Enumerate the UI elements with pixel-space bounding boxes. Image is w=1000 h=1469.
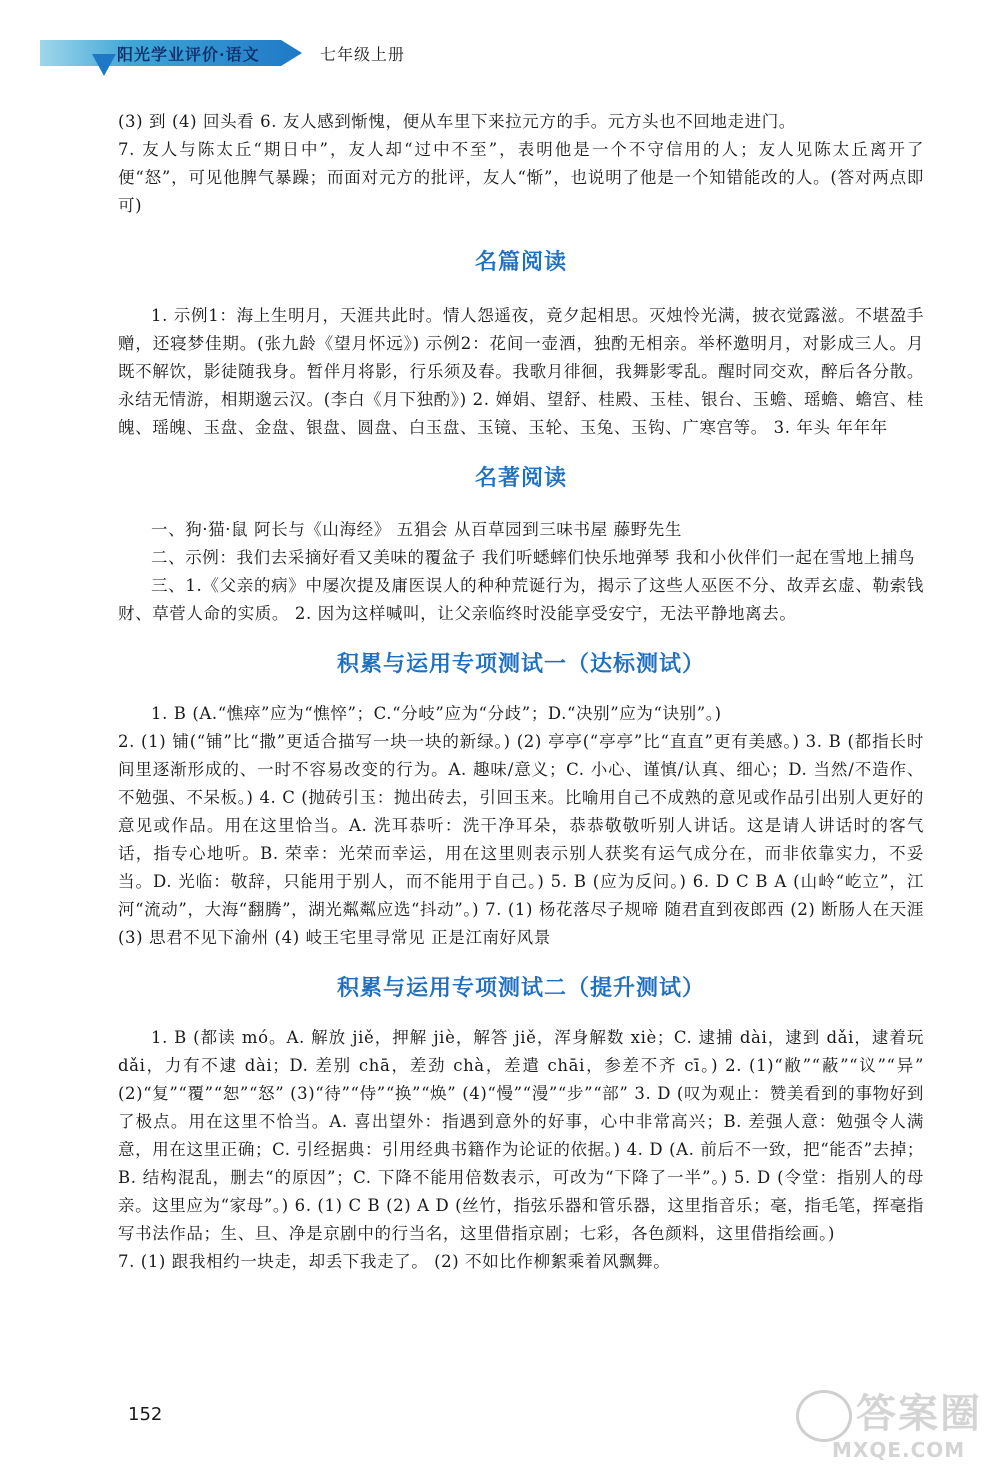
answer-paragraph: 7. (1) 跟我相约一块走，却丢下我走了。 (2) 不如比作柳絮乘着风飘舞。 (118, 1252, 671, 1271)
section-heading: 名篇阅读 (474, 249, 567, 275)
series-title: 阳光学业评价·语文 (117, 45, 260, 64)
answer-paragraph: 2. (1) 铺(“铺”比“撒”更适合描写一块一块的新绿。) (2) 亭亭(“亭亭”比“直直”更有美感。) 3. B (都指长时间里逐渐形成的、一时不容易改变的行为。A. 趣味/意义；C. 小心、谨慎/认真、细心；D. 当然/不造作、不勉强、不呆板。) 4. C (抛砖引玉：抛出砖去，引回玉来。比喻用自己不成熟的意见或作品引出别人更好的意见或作品。用在这里恰当。A. 洗耳恭听：洗干净耳朵，恭恭敬敬听别人讲话。这是请人讲话时的客气话，指专心地听。B. 荣幸：光荣而幸运，用在这里则表示别人获奖有运气成分在，而非依靠实力，不妥当。D. 光临：敬辞，只能用于别人，而不能用于自己。) 5. B (应为反问。) 6. D C B A (山岭“屹立”，江河“流动”，大海“翻腾”，湖光粼粼应选“抖动”。) 7. (1) 杨花落尽子规啼 随君直到夜郎西 (2) 断肠人在天涯 (3) 思君不见下渝州 (4) 岐王宅里寻常见 正是江南好风景 (118, 732, 924, 947)
answer-line: (3) 到 (4) 回头看 6. 友人感到惭愧，便从车里下来拉元方的手。元方头也不回地走进门。 (118, 112, 796, 131)
section-heading: 积累与运用专项测试一（达标测试） (336, 651, 705, 677)
watermark-url: MXQE.COM (832, 1438, 966, 1462)
answer-paragraph: 1. 示例1：海上生明月，天涯共此时。情人怨遥夜，竟夕起相思。灭烛怜光满，披衣觉露滋。不堪盈手赠，还寝梦佳期。(张九龄《望月怀远》) 示例2：花间一壶酒，独酌无相亲。举杯邀明月，对影成三人。月既不解饮，影徒随我身。暂伴月将影，行乐须及春。我歌月徘徊，我舞影零乱。醒时同交欢，醉后各分散。永结无情游，相期邈云汉。(李白《月下独酌》) 2. 婵娟、望舒、桂殿、玉桂、银台、玉蟾、瑶蟾、蟾宫、桂魄、瑶魄、玉盘、金盘、银盘、圆盘、白玉盘、玉镜、玉轮、玉兔、玉钩、广寒宫等。 3. 年头 年年年 (118, 306, 924, 437)
answer-content (118, 108, 924, 1276)
watermark-icon (796, 1390, 852, 1442)
grade-label: 七年级上册 (320, 45, 406, 64)
page-header (0, 0, 1000, 78)
watermark-text: 答案圈 (856, 1391, 982, 1437)
answer-paragraph: 三、1.《父亲的病》中屡次提及庸医误人的种种荒诞行为，揭示了这些人巫医不分、故弄玄虚、勒索钱财、草菅人命的实质。 2. 因为这样喊叫，让父亲临终时没能享受安宁，无法平静地离去。 (118, 576, 924, 623)
answer-paragraph: 一、狗·猫·鼠 阿长与《山海经》 五猖会 从百草园到三味书屋 藤野先生 (151, 520, 682, 539)
answer-paragraph: 二、示例：我们去采摘好看又美味的覆盆子 我们听蟋蟀们快乐地弹琴 我和小伙伴们一起在雪地上捕鸟 (151, 548, 916, 567)
page-number: 152 (128, 1404, 163, 1425)
watermark-logo (796, 1390, 986, 1464)
section-heading: 积累与运用专项测试二（提升测试） (336, 975, 705, 1001)
answer-paragraph: 1. B (A.“憔瘁”应为“憔悴”；C.“分岐”应为“分歧”；D.“决别”应为“诀别”。) (151, 704, 722, 723)
answer-paragraph: 1. B (都读 mó。A. 解放 jiě，押解 jiè，解答 jiě，浑身解数 xiè；C. 逮捕 dài，逮到 dǎi，逮着玩 dǎi，力有不逮 dài；D. 差别 chā，差劲 chà，差遣 chāi，参差不齐 cī。) 2. (1)“敝”“蔽”“议”“异” (2)“复”“覆”“恕”“怒” (3)“待”“侍”“换”“焕” (4)“慢”“漫”“步”“部” 3. D (叹为观止：赞美看到的事物好到了极点。用在这里不恰当。A. 喜出望外：指遇到意外的好事，心中非常高兴；B. 差强人意：勉强令人满意，用在这里正确；C. 引经据典：引用经典书籍作为论证的依据。) 4. D (A. 前后不一致，把“能否”去掉；B. 结构混乱，删去“的原因”；C. 下降不能用倍数表示，可改为“下降了一半”。) 5. D (令堂：指别人的母亲。这里应为“家母”。) 6. (1) C B (2) A D (丝竹，指弦乐器和管乐器，这里指音乐；毫，指毛笔，挥毫指写书法作品；生、旦、净是京剧中的行当名，这里借指京剧；七彩，各色颜料，这里借指绘画。) (118, 1028, 924, 1243)
section-heading: 名著阅读 (474, 465, 567, 491)
answer-paragraph: 7. 友人与陈太丘“期日中”，友人却“过中不至”，表明他是一个不守信用的人；友人见陈太丘离开了便“怒”，可见他脾气暴躁；而面对元方的批评，友人“惭”，也说明了他是一个知错能改的人。(答对两点即可) (118, 140, 924, 215)
